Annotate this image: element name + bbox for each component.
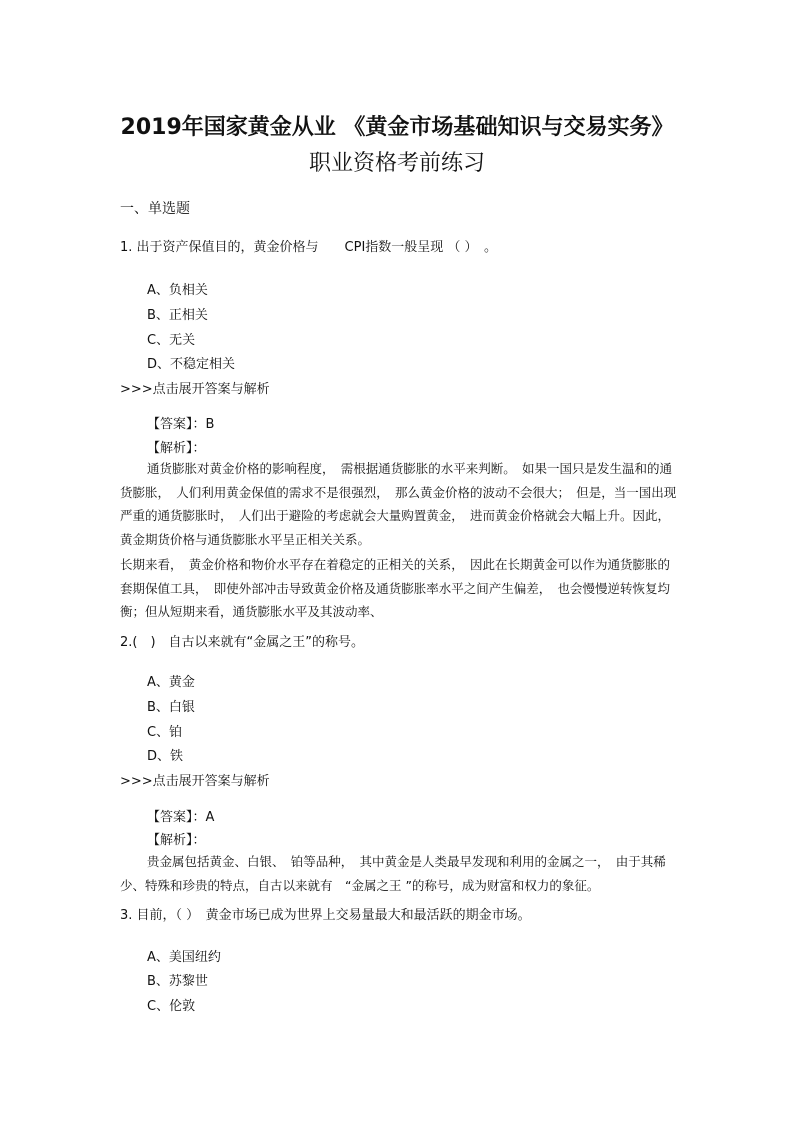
q1-analysis-paragraph-2: 长期来看， 黄金价格和物价水平存在着稳定的正相关的关系， 因此在长期黄金可以作为通货膨胀的套期保值工具， 即使外部冲击导致黄金价格及通货膨胀率水平之间产生偏差， 也会慢慢逆转恢复均衡；但从短期来看，通货膨胀水平及其波动率、 <box>120 557 671 619</box>
q1-option-b: B、正相关 <box>147 308 208 323</box>
q2-option-d: D、铁 <box>147 749 184 764</box>
document-title: 2019年国家黄金从业 《黄金市场基础知识与交易实务》 <box>120 115 674 140</box>
q3-option-a: A、美国纽约 <box>147 950 221 965</box>
question-3-stem: 3. 目前，（ ） 黄金市场已成为世界上交易量最大和最活跃的期金市场。 <box>120 908 531 923</box>
q2-option-b: B、白银 <box>147 700 195 715</box>
q1-expand-answer-link[interactable]: >>>点击展开答案与解析 <box>120 382 270 397</box>
q2-option-c: C、铂 <box>147 725 183 740</box>
q2-expand-answer-link[interactable]: >>>点击展开答案与解析 <box>120 774 270 789</box>
q1-option-c: C、无关 <box>147 333 196 348</box>
q2-analysis-paragraph-1: 贵金属包括黄金、白银、 铂等品种， 其中黄金是人类最早发现和利用的金属之一， 由于其稀少、特殊和珍贵的特点，自古以来就有 “金属之王 ”的称号，成为财富和权力的象征。 <box>120 854 666 893</box>
q3-option-b: B、苏黎世 <box>147 974 208 989</box>
q1-option-a: A、负相关 <box>147 283 208 298</box>
q2-answer: 【答案】：A <box>147 810 215 825</box>
q1-answer: 【答案】：B <box>147 417 215 432</box>
section-heading: 一、单选题 <box>120 201 190 217</box>
q2-analysis-label: 【解析】： <box>147 833 206 848</box>
question-2-stem: 2.( ) 自古以来就有“金属之王”的称号。 <box>120 635 365 650</box>
q1-analysis-paragraph-1: 通货膨胀对黄金价格的影响程度， 需根据通货膨胀的水平来判断。 如果一国只是发生温和的通货膨胀， 人们利用黄金保值的需求不是很强烈， 那么黄金价格的波动不会很大； 但是，当一国出现严重的通货膨胀时， 人们出于避险的考虑就会大量购置黄金， 进而黄金价格就会大幅上升。因此，黄金期货价格与通货膨胀水平呈正相关关系。 <box>120 461 677 547</box>
q1-option-d: D、不稳定相关 <box>147 357 236 372</box>
q2-option-a: A、黄金 <box>147 675 195 690</box>
q3-option-c: C、伦敦 <box>147 999 196 1014</box>
question-1-stem: 1. 出于资产保值目的，黄金价格与 CPI指数一般呈现 （ ） 。 <box>120 240 498 255</box>
document-subtitle: 职业资格考前练习 <box>308 151 485 176</box>
q1-analysis-label: 【解析】： <box>147 441 206 456</box>
